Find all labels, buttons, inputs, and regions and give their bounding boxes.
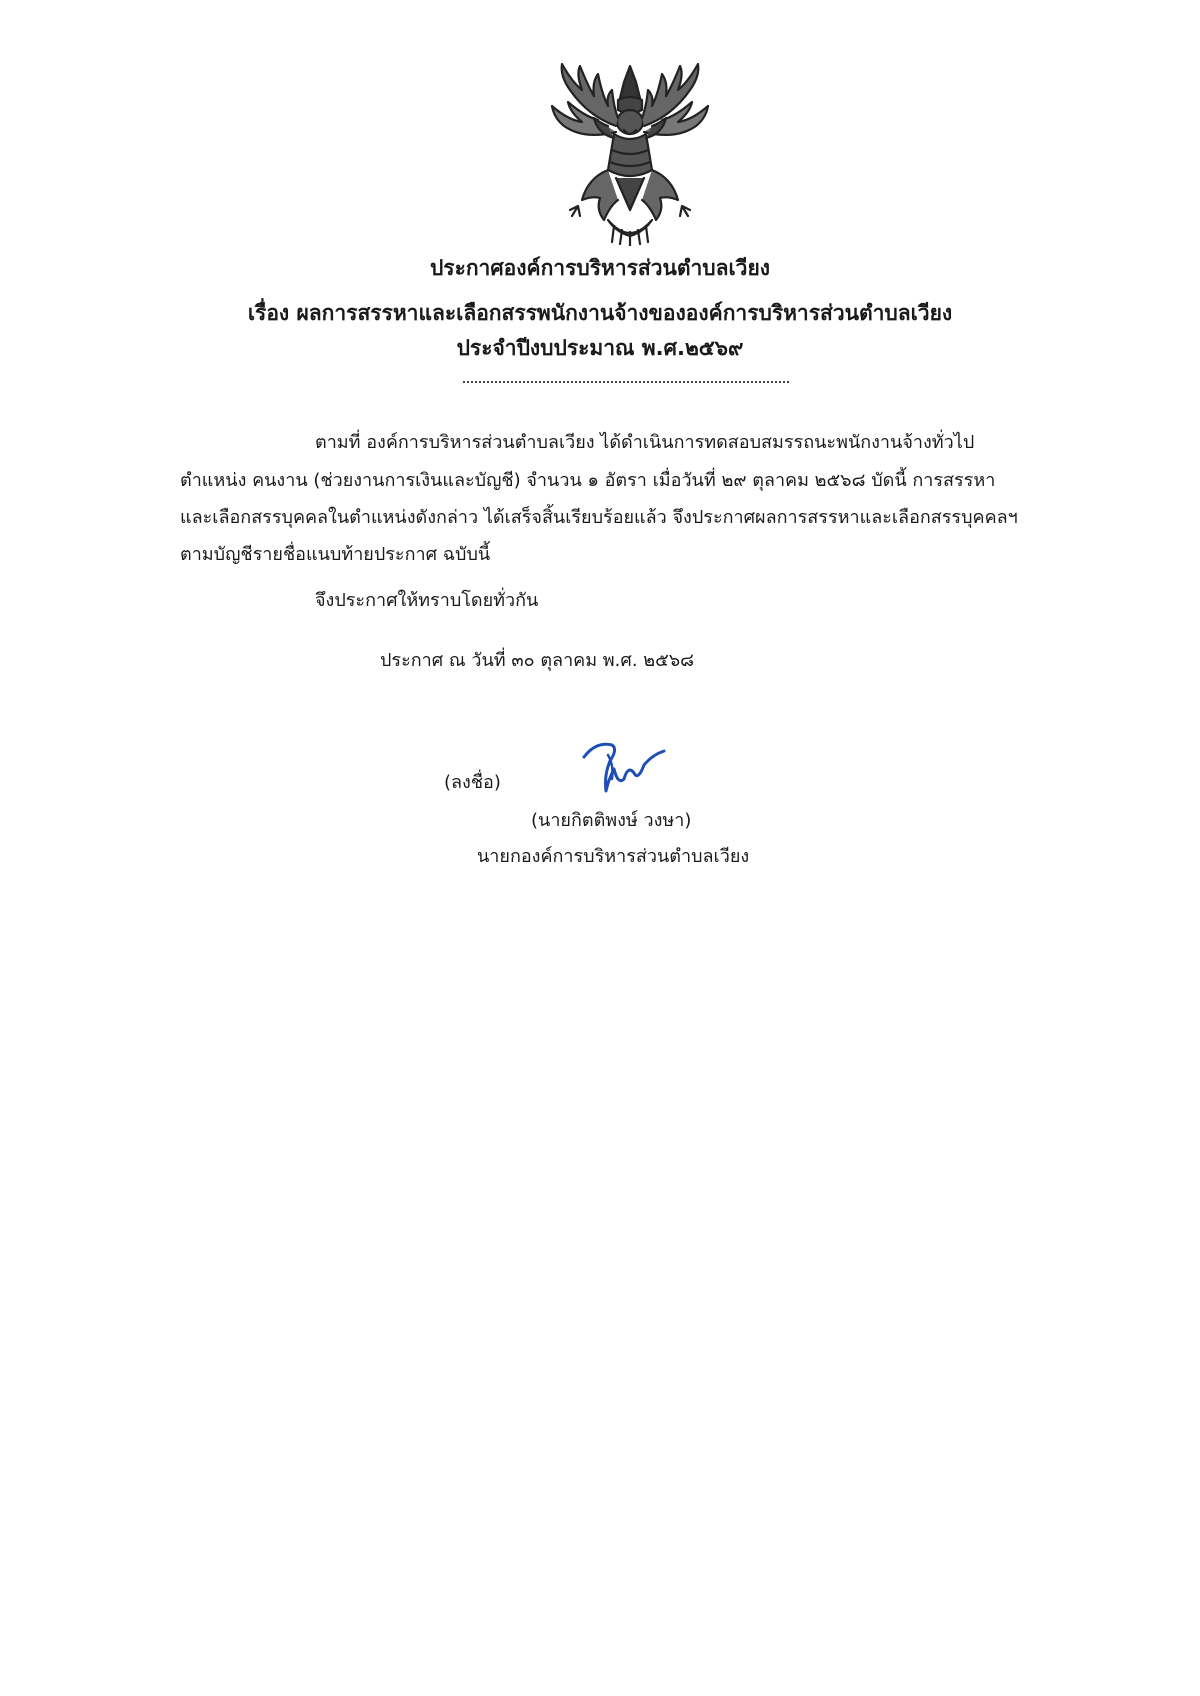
announcement-date: ประกาศ ณ วันที่ ๓๐ ตุลาคม พ.ศ. ๒๕๖๘ — [380, 650, 695, 671]
body-line-1: ตามที่ องค์การบริหารส่วนตำบลเวียง ได้ดำเนินการทดสอบสมรรถนะพนักงานจ้างทั่วไป — [315, 432, 975, 453]
body-line-3: และเลือกสรรบุคคลในตำแหน่งดังกล่าว ได้เสร็จสิ้นเรียบร้อยแล้ว จึงประกาศผลการสรรหาและเลือกสรรบุคคลฯ — [180, 507, 1018, 528]
dotted-divider — [463, 381, 789, 383]
garuda-emblem-icon — [548, 60, 712, 246]
signer-position: นายกองค์การบริหารส่วนตำบลเวียง — [477, 846, 750, 867]
announcement-subject: เรื่อง ผลการสรรหาและเลือกสรรพนักงานจ้างขององค์การบริหารส่วนตำบลเวียง — [247, 301, 953, 325]
closing-statement: จึงประกาศให้ทราบโดยทั่วกัน — [315, 590, 539, 611]
announcement-title: ประกาศองค์การบริหารส่วนตำบลเวียง — [429, 256, 771, 280]
body-line-2: ตำแหน่ง คนงาน (ช่วยงานการเงินและบัญชี) จำนวน ๑ อัตรา เมื่อวันที่ ๒๙ ตุลาคม ๒๕๖๘ บัดนี้ การสรรหา — [180, 470, 996, 491]
handwritten-signature — [578, 735, 668, 799]
fiscal-year-line: ประจำปีงบประมาณ พ.ศ.๒๕๖๙ — [456, 336, 744, 360]
signature-label: (ลงชื่อ) — [444, 772, 501, 793]
signer-name: (นายกิตติพงษ์ วงษา) — [531, 810, 692, 831]
body-line-4: ตามบัญชีรายชื่อแนบท้ายประกาศ ฉบับนี้ — [180, 544, 491, 565]
